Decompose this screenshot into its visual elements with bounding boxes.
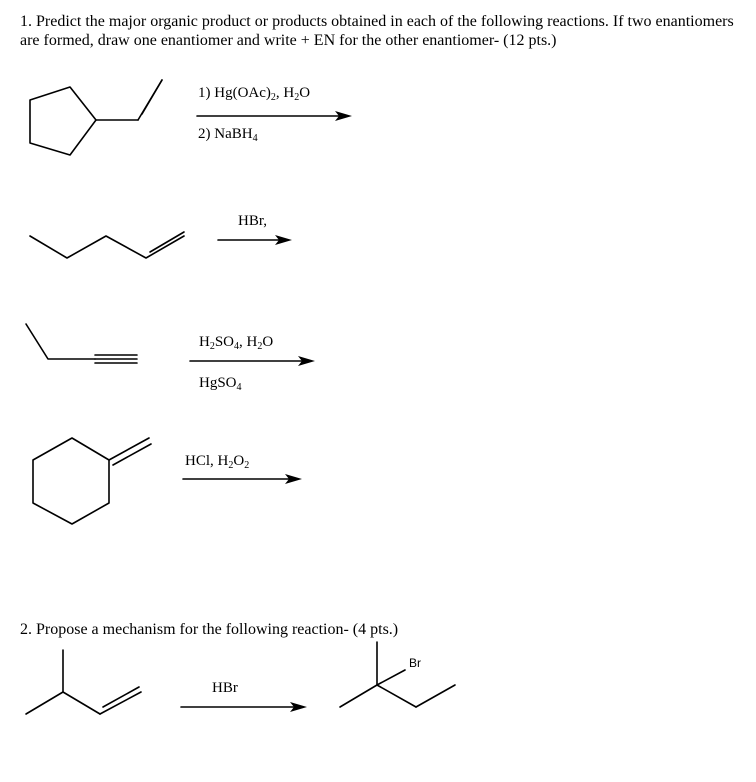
reaction-1-step-2: 2) NaBH$_4$ xyxy=(198,126,258,144)
reactant-double-bond xyxy=(100,692,141,714)
question-2-text: 2. Propose a mechanism for the following reaction- (4 pts.) xyxy=(20,621,399,638)
reaction-3-reagent-top: $H_2SO_4$, $H_2O$ xyxy=(199,334,274,352)
bromine-label: Br xyxy=(409,656,421,670)
product-methyl-left xyxy=(340,685,377,707)
product-bond xyxy=(377,685,416,707)
pentene-chain xyxy=(30,236,184,258)
pentene-double-bond-inner xyxy=(150,232,184,252)
q2-reagent: HBr xyxy=(212,680,238,696)
cyclopentane-ring xyxy=(30,87,96,155)
question-1-text: 1. Predict the major organic product or products obtained in each of the following reactions. If two enantiomers are formed, draw one enantiomer and write + EN for the other enantiomer- (12 pts.) xyxy=(20,13,734,49)
product-ethyl xyxy=(416,685,455,707)
cyclohexane-ring xyxy=(33,438,109,524)
reaction-2-reagent: HBr, xyxy=(238,213,267,229)
reactant-methyl-left xyxy=(26,692,63,714)
reaction-4-reagent: HCl, $H_2O_2$ xyxy=(185,453,250,471)
vinyl-double-bond-inner xyxy=(142,80,162,114)
reaction-3-reagent-bottom: HgSO$_4$ xyxy=(199,375,242,393)
product-c-br-bond xyxy=(377,670,405,685)
reactant-bond xyxy=(63,692,100,714)
reaction-1-step-1: 1) $Hg(OAc)_2$, $H_2O$ xyxy=(198,85,311,103)
butyne-ethyl xyxy=(26,324,95,359)
reactant-double-bond-inner xyxy=(103,687,139,707)
